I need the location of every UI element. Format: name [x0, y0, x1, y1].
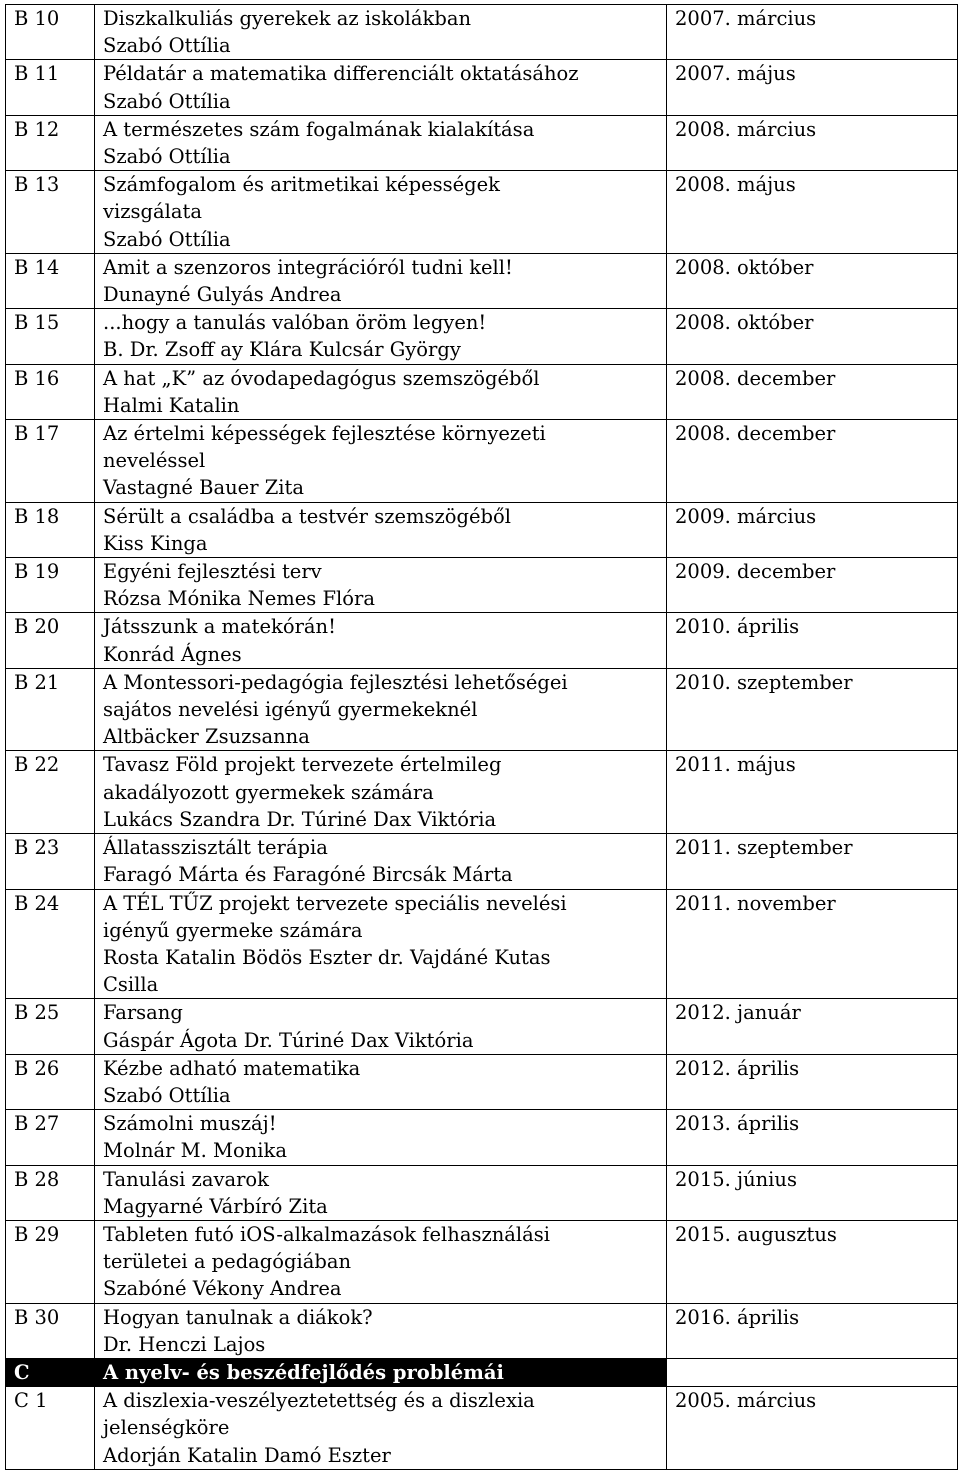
table-row: [6, 1387, 958, 1470]
item-title: Sérült a családba a testvér szemszögéből: [103, 504, 512, 528]
table-row: [6, 889, 958, 999]
item-title: sajátos nevelési igényű gyermekeknél: [103, 698, 478, 722]
item-code: B 29: [6, 1220, 95, 1303]
item-author: Altbäcker Zsuzsanna: [103, 725, 310, 749]
item-title-cell: [95, 502, 667, 557]
item-title-cell: [95, 889, 667, 999]
item-title-cell: [95, 999, 667, 1054]
item-title: igényű gyermeke számára: [103, 918, 363, 942]
item-date: 2008. december: [667, 364, 958, 419]
item-author: Molnár M. Monika: [103, 1139, 287, 1163]
item-title: Tavasz Föld projekt tervezete értelmileg: [103, 753, 502, 777]
item-title: Példatár a matematika differenciált oktatásához: [103, 62, 579, 86]
item-title: vizsgálata: [103, 200, 202, 224]
item-code: B 28: [6, 1165, 95, 1220]
item-title-cell: [95, 1387, 667, 1470]
table-row: [6, 5, 958, 60]
item-code: B 14: [6, 253, 95, 308]
item-date: 2013. április: [667, 1110, 958, 1165]
table-row: [6, 115, 958, 170]
item-title: A diszlexia-veszélyeztetettség és a diszlexia: [103, 1389, 535, 1413]
item-title: Tanulási zavarok: [103, 1167, 269, 1191]
table-row: [6, 999, 958, 1054]
item-author: Csilla: [103, 973, 159, 997]
item-title: akadályozott gyermekek számára: [103, 780, 434, 804]
item-date: 2009. március: [667, 502, 958, 557]
item-title-cell: [95, 558, 667, 613]
item-title-cell: [95, 1165, 667, 1220]
item-title-cell: [95, 1220, 667, 1303]
item-date: 2016. április: [667, 1303, 958, 1358]
table-row: [6, 668, 958, 751]
table-row: [6, 1054, 958, 1109]
item-date: 2008. március: [667, 115, 958, 170]
item-date: 2008. október: [667, 253, 958, 308]
item-title-cell: [95, 60, 667, 115]
item-author: Faragó Márta és Faragóné Bircsák Márta: [103, 863, 513, 887]
item-title: Farsang: [103, 1001, 183, 1025]
item-title: Számolni muszáj!: [103, 1112, 277, 1136]
item-title-cell: [95, 5, 667, 60]
item-author: Rózsa Mónika Nemes Flóra: [103, 587, 375, 611]
table-row: [6, 613, 958, 668]
item-author: Kiss Kinga: [103, 531, 208, 555]
table-row: [6, 253, 958, 308]
section-header-row: [6, 1358, 958, 1386]
item-code: B 25: [6, 999, 95, 1054]
item-code: B 11: [6, 60, 95, 115]
item-author: Gáspár Ágota Dr. Túriné Dax Viktória: [103, 1028, 474, 1052]
item-title: Az értelmi képességek fejlesztése környezeti: [103, 422, 546, 446]
table-row: [6, 1220, 958, 1303]
item-title: A TÉL TŰZ projekt tervezete speciális nevelési: [103, 891, 567, 915]
item-title: A hat „K” az óvodapedagógus szemszögéből: [103, 366, 540, 390]
table-row: [6, 1110, 958, 1165]
item-code: B 30: [6, 1303, 95, 1358]
item-title: Kézbe adható matematika: [103, 1056, 361, 1080]
item-date: 2011. november: [667, 889, 958, 999]
item-code: B 17: [6, 420, 95, 503]
item-code: B 23: [6, 834, 95, 889]
item-title: Állatasszisztált terápia: [103, 836, 328, 860]
item-author: Szabó Ottília: [103, 227, 231, 251]
section-date-cell: [667, 1358, 958, 1386]
item-date: 2012. április: [667, 1054, 958, 1109]
item-date: 2008. december: [667, 420, 958, 503]
item-title-cell: [95, 253, 667, 308]
item-date: 2007. március: [667, 5, 958, 60]
item-title: A természetes szám fogalmának kialakítása: [103, 117, 535, 141]
item-date: 2010. április: [667, 613, 958, 668]
item-code: C 1: [6, 1387, 95, 1470]
section-title: A nyelv- és beszédfejlődés problémái: [95, 1358, 667, 1386]
item-author: Konrád Ágnes: [103, 642, 242, 666]
item-date: 2011. május: [667, 751, 958, 834]
item-title: Számfogalom és aritmetikai képességek: [103, 173, 500, 197]
item-code: B 20: [6, 613, 95, 668]
table-row: [6, 558, 958, 613]
table-row: [6, 309, 958, 364]
item-code: B 16: [6, 364, 95, 419]
item-code: B 10: [6, 5, 95, 60]
item-title: Tableten futó iOS-alkalmazások felhasználási: [103, 1222, 551, 1246]
item-code: B 15: [6, 309, 95, 364]
item-title-cell: [95, 309, 667, 364]
item-title-cell: [95, 1303, 667, 1358]
item-title: ...hogy a tanulás valóban öröm legyen!: [103, 311, 487, 335]
item-date: 2005. március: [667, 1387, 958, 1470]
item-author: Vastagné Bauer Zita: [103, 476, 304, 500]
item-title-cell: [95, 751, 667, 834]
item-code: B 24: [6, 889, 95, 999]
item-author: Magyarné Várbíró Zita: [103, 1194, 328, 1218]
item-date: 2010. szeptember: [667, 668, 958, 751]
item-author: Szabó Ottília: [103, 89, 231, 113]
item-title-cell: [95, 834, 667, 889]
item-code: B 12: [6, 115, 95, 170]
item-date: 2011. szeptember: [667, 834, 958, 889]
item-date: 2012. január: [667, 999, 958, 1054]
item-date: 2009. december: [667, 558, 958, 613]
item-title: Egyéni fejlesztési terv: [103, 560, 322, 584]
item-author: Dr. Henczi Lajos: [103, 1332, 266, 1356]
item-author: Szabóné Vékony Andrea: [103, 1277, 342, 1301]
item-author: Lukács Szandra Dr. Túriné Dax Viktória: [103, 807, 497, 831]
item-title-cell: [95, 420, 667, 503]
item-title-cell: [95, 668, 667, 751]
item-code: B 26: [6, 1054, 95, 1109]
item-date: 2008. május: [667, 171, 958, 254]
item-author: Szabó Ottília: [103, 1083, 231, 1107]
item-author: B. Dr. Zsoff ay Klára Kulcsár György: [103, 338, 461, 362]
item-code: B 19: [6, 558, 95, 613]
item-author: Adorján Katalin Damó Eszter: [103, 1443, 391, 1467]
item-title: területei a pedagógiában: [103, 1250, 352, 1274]
item-code: B 18: [6, 502, 95, 557]
publication-table-body: [6, 5, 958, 1470]
item-author: Szabó Ottília: [103, 34, 231, 58]
item-title: Hogyan tanulnak a diákok?: [103, 1305, 373, 1329]
item-code: B 21: [6, 668, 95, 751]
item-code: B 13: [6, 171, 95, 254]
item-title-cell: [95, 613, 667, 668]
item-title-cell: [95, 1054, 667, 1109]
item-title: jelenségköre: [103, 1416, 230, 1440]
section-code: C: [6, 1358, 95, 1386]
item-title: Diszkalkuliás gyerekek az iskolákban: [103, 7, 472, 30]
item-title: Amit a szenzoros integrációról tudni kell!: [103, 255, 513, 279]
item-title: neveléssel: [103, 449, 206, 473]
publication-table: [5, 4, 958, 1470]
item-title: Játsszunk a matekórán!: [103, 615, 336, 639]
item-title-cell: [95, 1110, 667, 1165]
table-row: [6, 60, 958, 115]
item-date: 2015. augusztus: [667, 1220, 958, 1303]
item-code: B 27: [6, 1110, 95, 1165]
table-row: [6, 364, 958, 419]
item-author: Szabó Ottília: [103, 145, 231, 169]
table-row: [6, 751, 958, 834]
item-title: A Montessori-pedagógia fejlesztési lehetőségei: [103, 670, 568, 694]
table-row: [6, 502, 958, 557]
item-author: Halmi Katalin: [103, 393, 240, 417]
table-row: [6, 1165, 958, 1220]
table-row: [6, 1303, 958, 1358]
item-author: Dunayné Gulyás Andrea: [103, 283, 342, 307]
item-date: 2015. június: [667, 1165, 958, 1220]
item-date: 2007. május: [667, 60, 958, 115]
table-row: [6, 834, 958, 889]
item-author: Rosta Katalin Bödös Eszter dr. Vajdáné Kutas: [103, 945, 551, 969]
item-title-cell: [95, 171, 667, 254]
item-code: B 22: [6, 751, 95, 834]
item-title-cell: [95, 115, 667, 170]
table-row: [6, 420, 958, 503]
item-date: 2008. október: [667, 309, 958, 364]
item-title-cell: [95, 364, 667, 419]
table-row: [6, 171, 958, 254]
